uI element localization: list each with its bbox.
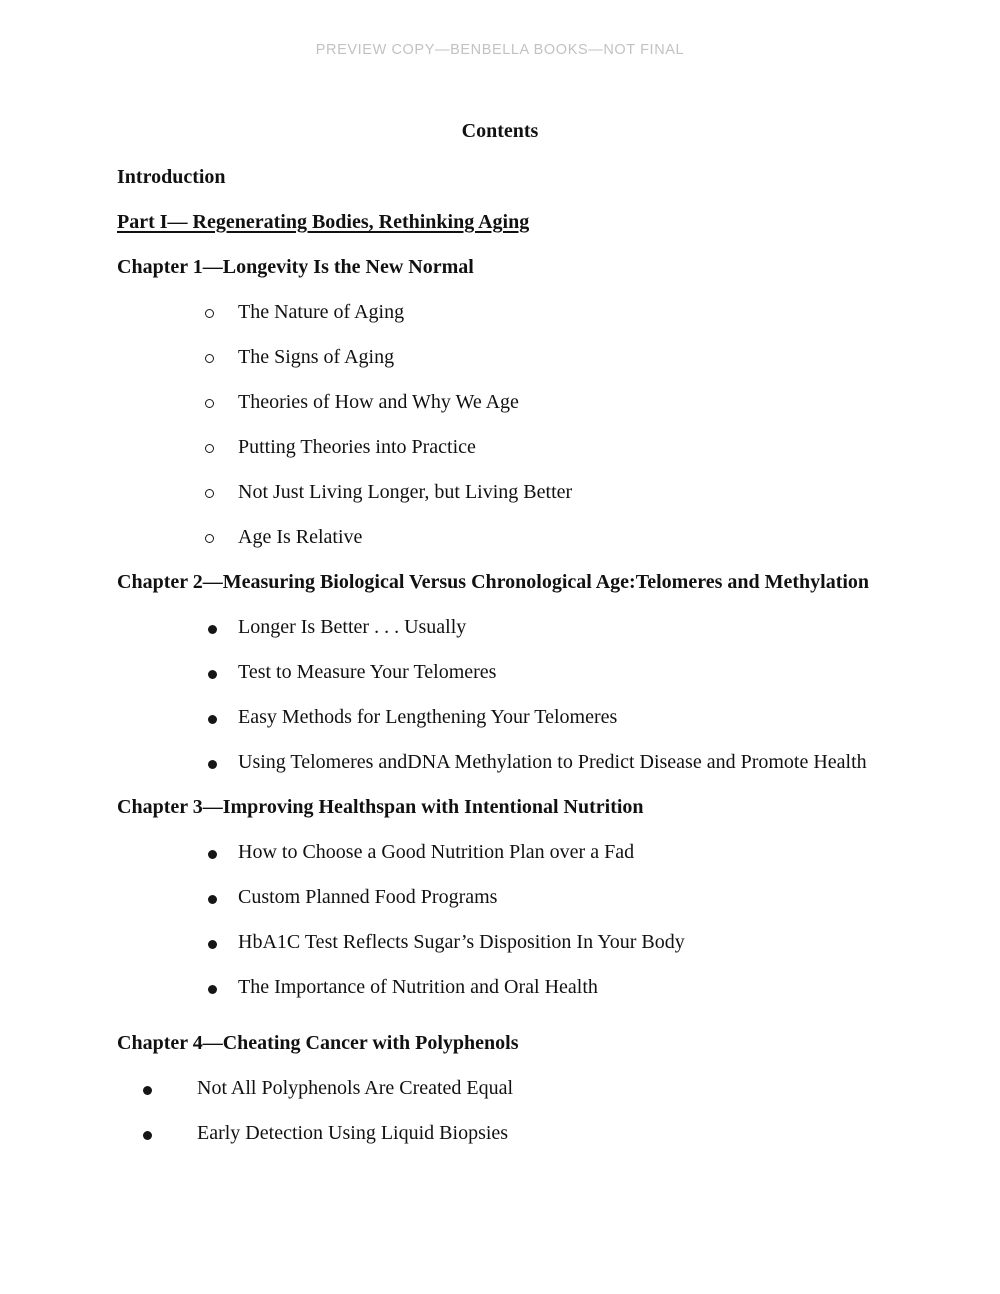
toc-item-label: Age Is Relative — [238, 526, 363, 548]
toc-item-label: The Importance of Nutrition and Oral Health — [238, 976, 598, 998]
toc-item-label: HbA1C Test Reflects Sugar’s Disposition In Your Body — [238, 931, 685, 953]
toc-item-label: Early Detection Using Liquid Biopsies — [197, 1122, 509, 1144]
disc-bullet-icon — [208, 625, 217, 634]
disc-bullet-icon — [208, 985, 217, 994]
disc-bullet-icon — [208, 760, 217, 769]
chapter-4-heading: Chapter 4—Cheating Cancer with Polyphenols — [117, 1032, 519, 1054]
toc-item-label: How to Choose a Good Nutrition Plan over a Fad — [238, 841, 635, 863]
toc-item-label: Custom Planned Food Programs — [238, 886, 498, 908]
toc-item — [117, 290, 917, 335]
toc-item — [117, 830, 917, 875]
toc-item — [117, 650, 917, 695]
page-title: Contents — [461, 120, 539, 142]
toc-item — [117, 965, 917, 1010]
disc-bullet-icon — [208, 715, 217, 724]
circle-bullet-icon — [205, 399, 214, 408]
toc-item — [117, 470, 917, 515]
toc-item — [117, 1111, 917, 1156]
chapter-1-heading: Chapter 1—Longevity Is the New Normal — [117, 256, 474, 278]
circle-bullet-icon — [205, 354, 214, 363]
disc-bullet-icon — [143, 1086, 152, 1095]
disc-bullet-icon — [208, 850, 217, 859]
toc-item — [117, 605, 917, 650]
circle-bullet-icon — [205, 309, 214, 318]
circle-bullet-icon — [205, 489, 214, 498]
toc-item-label: The Nature of Aging — [238, 301, 405, 323]
table-of-contents — [117, 155, 917, 1156]
part-1-heading: Part I— Regenerating Bodies, Rethinking Aging — [117, 211, 530, 233]
circle-bullet-icon — [205, 534, 214, 543]
toc-item — [117, 515, 917, 560]
toc-item — [117, 875, 917, 920]
preview-watermark: PREVIEW COPY—BENBELLA BOOKS—NOT FINAL — [315, 42, 685, 58]
toc-item-label: The Signs of Aging — [238, 346, 395, 368]
toc-item — [117, 920, 917, 965]
introduction-heading: Introduction — [117, 166, 226, 188]
toc-item — [117, 380, 917, 425]
disc-bullet-icon — [143, 1131, 152, 1140]
toc-item — [117, 335, 917, 380]
disc-bullet-icon — [208, 895, 217, 904]
toc-item — [117, 425, 917, 470]
toc-item-label: Test to Measure Your Telomeres — [238, 661, 497, 683]
disc-bullet-icon — [208, 670, 217, 679]
toc-item — [117, 740, 917, 785]
toc-item — [117, 1066, 917, 1111]
toc-item-label: Not All Polyphenols Are Created Equal — [197, 1077, 514, 1099]
disc-bullet-icon — [208, 940, 217, 949]
chapter-3-heading: Chapter 3—Improving Healthspan with Intentional Nutrition — [117, 796, 644, 818]
circle-bullet-icon — [205, 444, 214, 453]
toc-item-label: Longer Is Better . . . Usually — [238, 616, 467, 638]
toc-item-label: Theories of How and Why We Age — [238, 391, 519, 413]
toc-item-label: Not Just Living Longer, but Living Better — [238, 481, 573, 503]
toc-item-label: Using Telomeres andDNA Methylation to Predict Disease and Promote Health — [238, 751, 867, 773]
toc-item — [117, 695, 917, 740]
chapter-2-heading: Chapter 2—Measuring Biological Versus Chronological Age:Telomeres and Methylation — [117, 571, 870, 593]
toc-item-label: Easy Methods for Lengthening Your Telomeres — [238, 706, 618, 728]
toc-item-label: Putting Theories into Practice — [238, 436, 476, 458]
